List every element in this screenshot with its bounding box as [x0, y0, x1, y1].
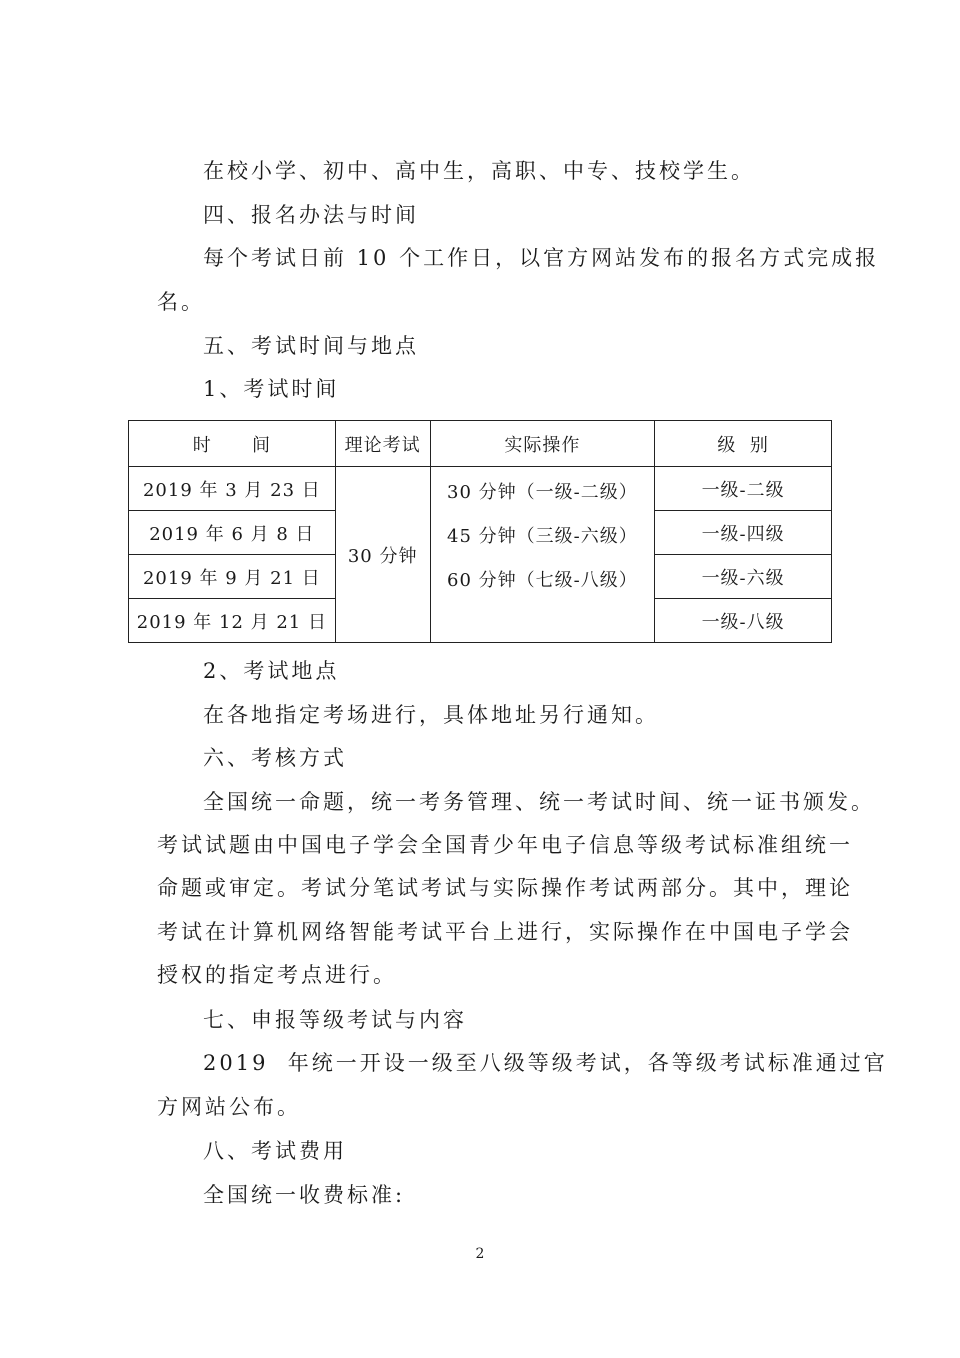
header-practice: 实际操作: [430, 421, 655, 467]
page-number: 2: [475, 1246, 485, 1262]
exam-schedule-table: [128, 420, 832, 643]
section5-subheading-location: 2、考试地点: [203, 659, 340, 683]
section6-text-line3: 命题或审定。考试分笔试考试与实际操作考试两部分。其中，理论: [157, 876, 853, 900]
table-row: [129, 467, 832, 511]
table-header-row: [129, 421, 832, 467]
exam-date-cell: 2019 年 12 月 21 日: [129, 599, 336, 643]
practice-item: 60 分钟（七级-八级）: [447, 570, 638, 591]
section4-text-line2: 名。: [157, 290, 205, 314]
section6-text-line2: 考试试题由中国电子学会全国青少年电子信息等级考试标准组统一: [157, 833, 853, 857]
section8-text-line1: 全国统一收费标准:: [203, 1183, 406, 1207]
section6-text-line1: 全国统一命题，统一考务管理、统一考试时间、统一证书颁发。: [203, 790, 875, 814]
header-time: 时 间: [129, 421, 336, 467]
section5-subheading-time: 1、考试时间: [203, 377, 340, 401]
theory-duration-cell: 30 分钟: [335, 467, 430, 643]
section7-heading: 七、申报等级考试与内容: [203, 1008, 467, 1032]
section5-location-text: 在各地指定考场进行，具体地址另行通知。: [203, 703, 659, 727]
section7-text-line2: 方网站公布。: [157, 1095, 301, 1119]
level-cell: 一级-八级: [655, 599, 832, 643]
section7-text-line1: 2019 年统一开设一级至八级等级考试，各等级考试标准通过官: [203, 1051, 888, 1075]
level-cell: 一级-四级: [655, 511, 832, 555]
section4-text-line1: 每个考试日前 10 个工作日，以官方网站发布的报名方式完成报: [203, 246, 880, 270]
level-cell: 一级-六级: [655, 555, 832, 599]
exam-date-cell: 2019 年 3 月 23 日: [129, 467, 336, 511]
practice-item: 30 分钟（一级-二级）: [447, 482, 638, 503]
section6-text-line4: 考试在计算机网络智能考试平台上进行，实际操作在中国电子学会: [157, 920, 853, 944]
level-cell: 一级-二级: [655, 467, 832, 511]
header-level: 级 别: [655, 421, 832, 467]
section6-heading: 六、考核方式: [203, 746, 347, 770]
practice-cell: [430, 467, 655, 643]
exam-date-cell: 2019 年 9 月 21 日: [129, 555, 336, 599]
section6-text-line5: 授权的指定考点进行。: [157, 963, 397, 987]
section8-heading: 八、考试费用: [203, 1139, 347, 1163]
section4-heading: 四、报名办法与时间: [203, 203, 419, 227]
header-theory: 理论考试: [335, 421, 430, 467]
eligibility-text: 在校小学、初中、高中生，高职、中专、技校学生。: [203, 159, 755, 183]
practice-item: 45 分钟（三级-六级）: [447, 526, 638, 547]
exam-date-cell: 2019 年 6 月 8 日: [129, 511, 336, 555]
section5-heading: 五、考试时间与地点: [203, 334, 419, 358]
